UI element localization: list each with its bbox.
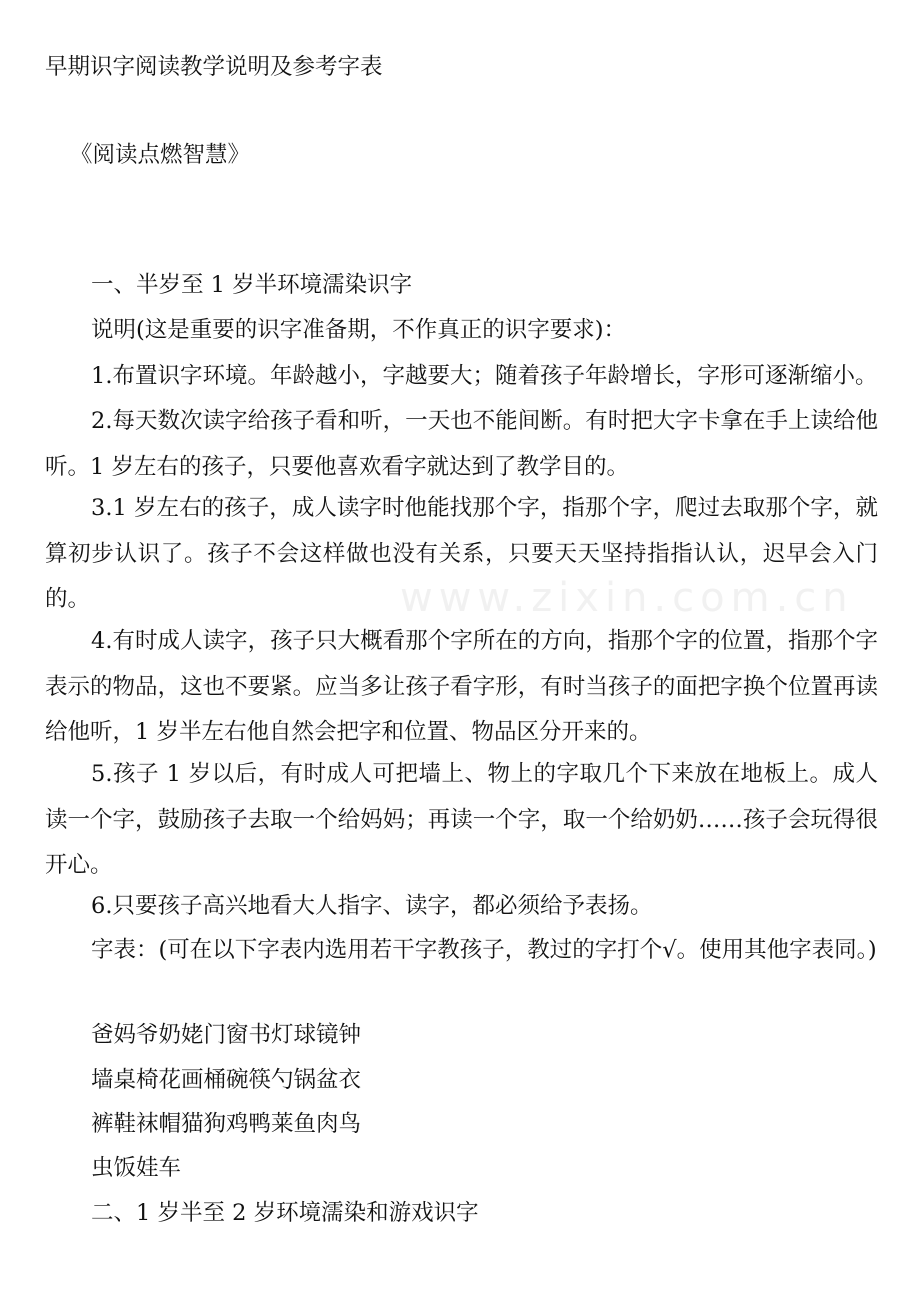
- char-table-intro: 字表：(可在以下字表内选用若干字教孩子，教过的字打个√。使用其他字表同。): [91, 937, 877, 963]
- item-2: 2.每天数次读字给孩子看和听，一天也不能间断。有时把大字卡拿在手上读给他听。1 岁左右的孩子，只要他喜欢看字就达到了教学目的。: [45, 408, 878, 480]
- item-4: 4.有时成人读字，孩子只大概看那个字所在的方向，指那个字的位置，指那个字表示的物品，这也不要紧。应当多让孩子看字形，有时当孩子的面把字换个位置再读给他听，1 岁半左右他自然会把字和位置、物品区分开来的。: [45, 628, 878, 745]
- item-5: 5.孩子 1 岁以后，有时成人可把墙上、物上的字取几个下来放在地板上。成人读一个字，鼓励孩子去取一个给妈妈；再读一个字，取一个给奶奶……孩子会玩得很开心。: [45, 761, 878, 878]
- section-1-note: 说明(这是重要的识字准备期，不作真正的识字要求)：: [91, 317, 627, 343]
- item-3: 3.1 岁左右的孩子，成人读字时他能找那个字，指那个字，爬过去取那个字，就算初步认识了。孩子不会这样做也没有关系，只要天天坚持指指认认，迟早会入门的。: [45, 495, 878, 612]
- book-title: 《阅读点燃智慧》: [70, 142, 251, 168]
- section-1-heading: 一、半岁至 1 岁半环境濡染识字: [91, 272, 413, 298]
- watermark: www.zixin.com.cn: [400, 575, 854, 621]
- item-6: 6.只要孩子高兴地看大人指字、读字，都必须给予表扬。: [91, 893, 653, 919]
- document-title: 早期识字阅读教学说明及参考字表: [45, 54, 383, 80]
- char-row-4: 虫饭娃车: [91, 1155, 182, 1181]
- char-row-1: 爸妈爷奶姥门窗书灯球镜钟: [91, 1022, 362, 1048]
- section-2-heading: 二、1 岁半至 2 岁环境濡染和游戏识字: [91, 1200, 479, 1226]
- char-row-3: 裤鞋袜帽猫狗鸡鸭莱鱼肉鸟: [91, 1111, 362, 1137]
- char-row-2: 墙桌椅花画桶碗筷勺锅盆衣: [91, 1067, 362, 1093]
- item-1: 1.布置识字环境。年龄越小，字越要大；随着孩子年龄增长，字形可逐渐缩小。: [91, 363, 878, 389]
